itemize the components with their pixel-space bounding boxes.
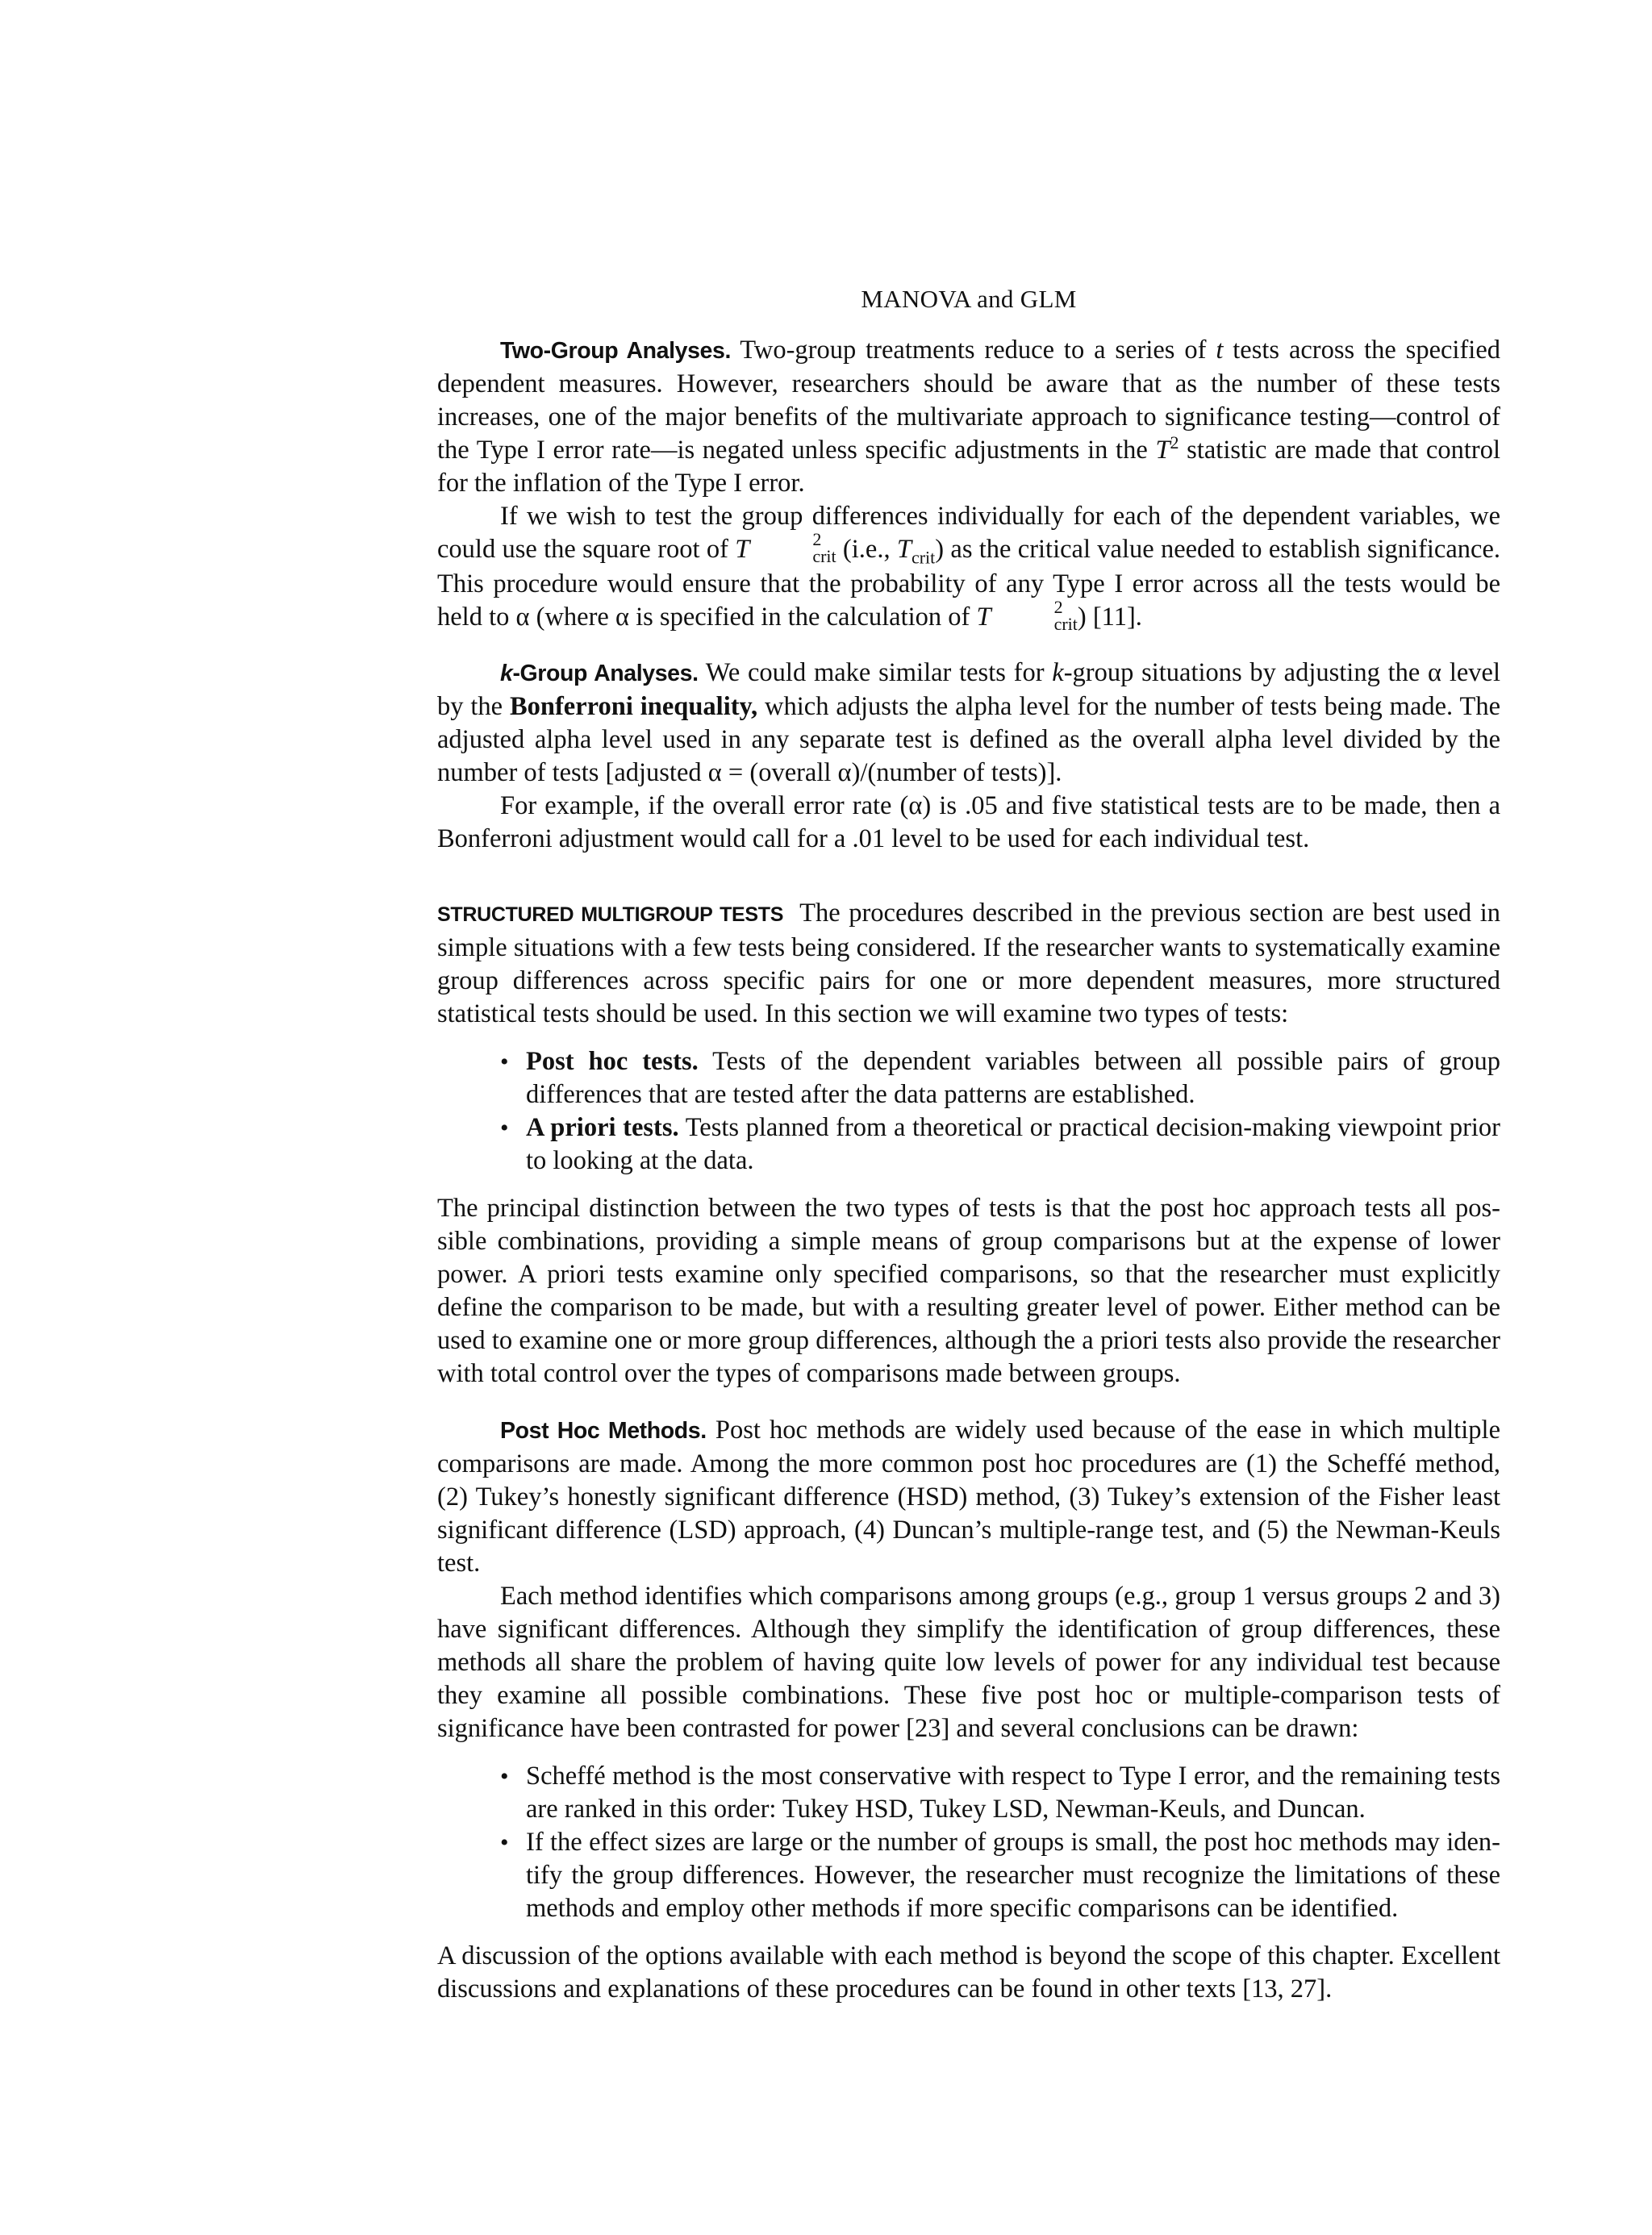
italic-T: T bbox=[735, 535, 750, 564]
conclusions-list bbox=[437, 1760, 1500, 1925]
two-group-paragraph-1 bbox=[437, 334, 1500, 500]
two-group-section bbox=[437, 334, 1500, 636]
bullet-icon: • bbox=[500, 1829, 509, 1856]
structured-paragraph-2: The principal distinction between the two types of tests is that the post hoc approach tests all possible combinations, providing a simple means of group comparisons but at the expense of lower power. A priori tests examine only specified comparisons, so that the researcher must explicitly define the comparison to be made, but with a resulting greater level of power. Either method can be used to examine one or more group differences, although the a priori tests also provide the researcher with total control over the types of comparisons made between groups. bbox=[437, 1194, 1500, 1388]
italic-T: T bbox=[976, 603, 991, 632]
text-run: If we wish to test the group differences individually for each of the dependent variables, we could use the square root of bbox=[437, 502, 1500, 564]
subscript: crit bbox=[812, 545, 836, 566]
italic-k: k bbox=[1052, 658, 1064, 687]
post-hoc-heading: Post Hoc Methods. bbox=[500, 1418, 707, 1444]
sup-sub-pair bbox=[749, 528, 836, 566]
post-hoc-paragraph-2: Each method identifies which comparisons among groups (e.g., group 1 versus groups 2 and 3) have significant differences. Although they simplify the identification of group differences, these methods all share the problem of having quite low levels of power for any individual test because they examine all possible combinations. These five post hoc or multiple-comparison tests of significance have been contrasted for power [23] and several conclusions can be drawn: bbox=[437, 1582, 1500, 1743]
text-run: statistic are made that control for the inflation of the Type I error. bbox=[437, 436, 1500, 498]
list-item-text: Scheffé method is the most conservative with respect to Type I error, and the remaining tests are ranked in this order: Tukey HSD, Tukey LSD, Newman-Keuls, and Duncan. bbox=[526, 1762, 1500, 1824]
text-run: The procedures described in the previous section are best used in simple situations with a few tests being considered. If the researcher wants to systematically examine group differences across specific pairs for one or more dependent measures, more structured statistical tests should be used. In this section we will examine two types of tests: bbox=[437, 899, 1500, 1028]
list-item-term: A priori tests. bbox=[526, 1113, 679, 1142]
list-item-text: Tests planned from a theoretical or practical decision-making viewpoint prior to looking at the data. bbox=[526, 1113, 1500, 1175]
list-item-text: Tests of the dependent variables between all possible pairs of group differences that are tested after the data patterns are established. bbox=[526, 1047, 1500, 1109]
text-run: We could make similar tests for bbox=[698, 658, 1053, 687]
list-item bbox=[500, 1111, 1500, 1178]
structured-paragraph-1 bbox=[437, 897, 1500, 1031]
bullet-icon: • bbox=[500, 1049, 509, 1075]
text-run: ) [11]. bbox=[1077, 603, 1142, 632]
structured-section bbox=[437, 897, 1500, 1391]
post-hoc-section bbox=[437, 1414, 1500, 2006]
text-run: ) as the critical value needed to establish significance. This procedure would ensure that the probability of any Type I error across all the tests would be held to α (where α is specified in the calculation of bbox=[437, 535, 1501, 632]
superscript: 2 bbox=[1053, 597, 1063, 618]
bullet-icon: • bbox=[500, 1115, 509, 1141]
subscript: crit bbox=[1053, 613, 1078, 634]
post-hoc-paragraph-1 bbox=[437, 1414, 1500, 1580]
list-item bbox=[500, 1826, 1500, 1925]
post-hoc-paragraph-3: A discussion of the options available with each method is beyond the scope of this chapter. Excellent discussions and explanations of these procedures can be found in other texts [13, 27]. bbox=[437, 1941, 1500, 2004]
text-run: tests across the specified dependent measures. However, researchers should be aware that as the number of these tests increases, one of the major benefits of the multivariate approach to significance testing—control of the Type I error rate—is negated unless specific adjustments in the bbox=[437, 336, 1500, 465]
list-item bbox=[500, 1045, 1500, 1111]
list-item-term: Post hoc tests. bbox=[526, 1047, 699, 1076]
italic-t: t bbox=[1216, 336, 1224, 365]
structured-heading: STRUCTURED MULTIGROUP TESTS bbox=[437, 903, 784, 926]
sup-sub-pair bbox=[991, 599, 1078, 633]
subscript: crit bbox=[911, 547, 936, 568]
test-types-list bbox=[437, 1045, 1500, 1178]
k-group-paragraph-2: For example, if the overall error rate (α) is .05 and five statistical tests are to be made, then a Bonferroni adjustment would call for a .01 level to be used for each individual test. bbox=[437, 791, 1500, 853]
bullet-icon: • bbox=[500, 1763, 509, 1790]
text-run: which adjusts the alpha level for the number of tests being made. The adjusted alpha level used in any separate test is defined as the overall alpha level divided by the number of tests [adjusted α = (overall α)/(number of tests)]. bbox=[437, 692, 1500, 787]
italic-k: k bbox=[500, 661, 513, 686]
text-run: (i.e., bbox=[836, 535, 897, 564]
superscript: 2 bbox=[812, 528, 822, 549]
list-item bbox=[500, 1760, 1500, 1826]
superscript: 2 bbox=[1170, 432, 1179, 453]
italic-T: T bbox=[1155, 436, 1170, 465]
heading-text: -Group Analyses. bbox=[512, 661, 699, 686]
k-group-heading bbox=[500, 661, 699, 686]
k-group-section bbox=[437, 657, 1500, 856]
text-run: Two-group treatments reduce to a series of bbox=[730, 336, 1216, 365]
bonferroni-term: Bonferroni inequality, bbox=[509, 692, 758, 721]
text-run: Post hoc methods are widely used because of the ease in which multiple comparisons are made. Among the more common post hoc procedures are (1) the Scheffé method, (2) Tukey’s honestly significant difference (HSD) method, (3) Tukey’s extension of the Fisher least significant difference (LSD) approach, (4) Duncan’s multiple-range test, and (5) the Newman-Keuls test. bbox=[437, 1416, 1500, 1578]
two-group-heading: Two-Group Analyses. bbox=[500, 338, 731, 364]
italic-T: T bbox=[896, 535, 912, 564]
list-item-text: If the effect sizes are large or the number of groups is small, the post hoc methods may identify the group differences. However, the researcher must recognize the limitations of these methods and employ other methods if more specific comparisons can be identified. bbox=[526, 1828, 1500, 1923]
k-group-paragraph-1 bbox=[437, 657, 1500, 790]
running-head: MANOVA and GLM bbox=[861, 285, 1077, 313]
two-group-paragraph-2 bbox=[437, 500, 1500, 636]
text-run: -group situations by adjusting the α level by the bbox=[437, 658, 1500, 721]
